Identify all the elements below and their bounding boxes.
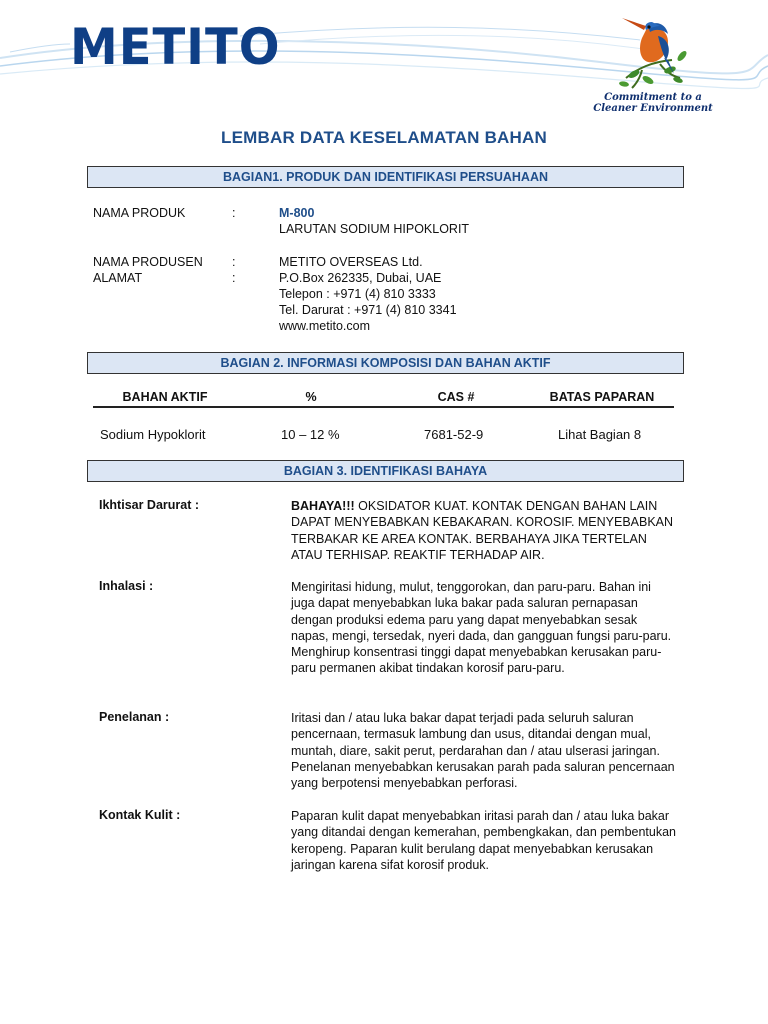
product-name-value: LARUTAN SODIUM HIPOKLORIT <box>279 222 470 236</box>
page-title: LEMBAR DATA KESELAMATAN BAHAN <box>221 128 547 147</box>
ingestion-label: Penelanan : <box>99 710 170 724</box>
emergency-overview-text <box>291 498 676 563</box>
product-code: M-800 <box>279 206 315 220</box>
section-3-heading: BAGIAN 3. IDENTIFIKASI BAHAYA <box>87 460 684 482</box>
table-cell-cas: 7681-52-9 <box>424 427 484 442</box>
column-header-exposure-limit: BATAS PAPARAN <box>549 390 655 404</box>
table-header-divider <box>93 406 674 408</box>
emergency-phone-line: Tel. Darurat : +971 (4) 810 3341 <box>279 303 457 317</box>
skin-contact-label: Kontak Kulit : <box>99 808 181 822</box>
section-2-heading: BAGIAN 2. INFORMASI KOMPOSISI DAN BAHAN AKTIF <box>87 352 684 374</box>
company-tagline <box>588 92 718 114</box>
column-header-percent: % <box>305 390 317 404</box>
ingestion-text: Iritasi dan / atau luka bakar dapat terjadi pada seluruh saluran pencernaan, termasuk lambung dan usus, ditandai dengan mual, muntah, diare, sakit perut, perdarahan dan / atau ulserasi jaringan. Penelanan menyebabkan kerusakan parah pada saluran pencernaan yang berpotensi menyebabkan perforasi. <box>291 711 675 791</box>
inhalation-text: Mengiritasi hidung, mulut, tenggorokan, dan paru-paru. Bahan ini juga dapat menyebabkan luka bakar pada saluran pernapasan dengan produksi edema paru yang dapat menyebabkan sesak napas, mengi, tersedak, nyeri dada, dan gangguan fungsi paru-paru. Menghirup konsentrasi tinggi dapat menyebabkan kerusakan paru-paru permanen akibat tindakan korosif paru-paru. <box>291 580 672 676</box>
table-cell-ingredient: Sodium Hypoklorit <box>100 427 206 442</box>
product-name-label: NAMA PRODUK <box>93 206 186 220</box>
emergency-overview-label: Ikhtisar Darurat : <box>99 498 200 512</box>
tagline-line-2: Cleaner Environment <box>593 103 713 114</box>
producer-colon: : <box>232 255 236 269</box>
address-line: P.O.Box 262335, Dubai, UAE <box>279 271 442 285</box>
producer-value: METITO OVERSEAS Ltd. <box>279 255 423 269</box>
kingfisher-bird-icon <box>612 12 696 92</box>
table-cell-percent: 10 – 12 % <box>281 427 340 442</box>
phone-line: Telepon : +971 (4) 810 3333 <box>279 287 436 301</box>
column-header-active-ingredient: BAHAN AKTIF <box>122 390 208 404</box>
metito-logo: METITO <box>70 18 281 76</box>
section-1-heading: BAGIAN1. PRODUK DAN IDENTIFIKASI PERSUAHAAN <box>87 166 684 188</box>
product-name-colon: : <box>232 206 236 220</box>
address-label: ALAMAT <box>93 271 143 285</box>
producer-label: NAMA PRODUSEN <box>93 255 203 269</box>
tagline-line-1: Commitment to a <box>604 92 702 103</box>
address-colon: : <box>232 271 236 285</box>
table-cell-exposure-limit: Lihat Bagian 8 <box>558 427 642 442</box>
column-header-cas: CAS # <box>437 390 475 404</box>
inhalation-label: Inhalasi : <box>99 579 154 593</box>
website-link[interactable]: www.metito.com <box>279 319 370 333</box>
emergency-overview-body: OKSIDATOR KUAT. KONTAK DENGAN BAHAN LAIN DAPAT MENYEBABKAN KEBAKARAN. KOROSIF. MENYEBABKAN TERBAKAR KE AREA KONTAK. BERBAHAYA JIKA TERTELAN ATAU TERHISAP. REAKTIF TERHADAP AIR. <box>291 499 674 562</box>
danger-emphasis: BAHAYA!!! <box>291 499 355 513</box>
skin-contact-text: Paparan kulit dapat menyebabkan iritasi parah dan / atau luka bakar yang ditandai dengan kemerahan, pembengkakan, dan pembentukan keropeng. Paparan kulit berulang dapat menyebabkan kerusakan jaringan karena sifat korosif produk. <box>291 809 677 872</box>
